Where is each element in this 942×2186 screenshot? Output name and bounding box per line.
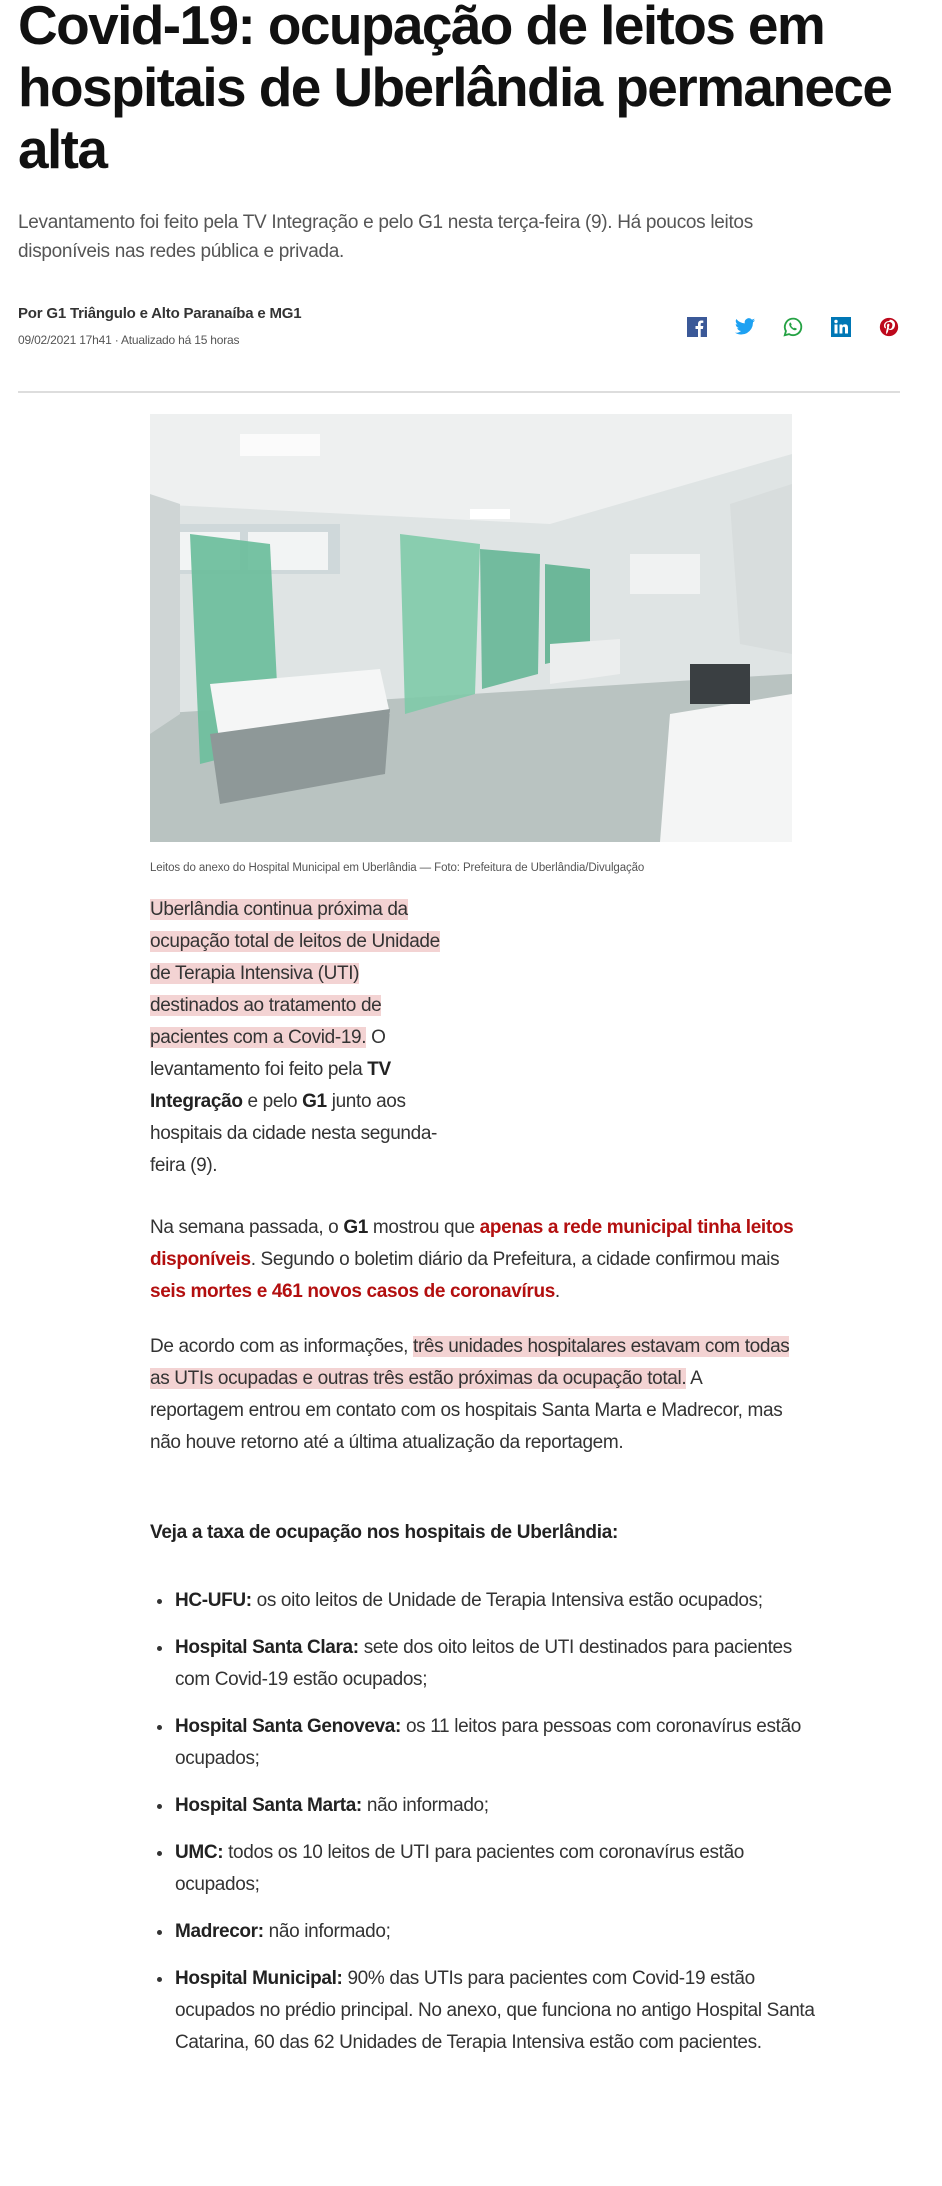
hospital-name: HC-UFU: (175, 1590, 252, 1611)
list-item (175, 1711, 825, 1775)
hospital-name: Hospital Santa Marta: (175, 1795, 362, 1816)
text: mostrou que (368, 1217, 480, 1238)
article-subtitle: Levantamento foi feito pela TV Integração e pelo G1 nesta terça-feira (9). Há poucos leitos disponíveis nas redes pública e privada. (18, 212, 753, 262)
hospital-status: sete dos oito leitos de UTI destinados para pacientes com Covid-19 estão ocupados; (175, 1637, 792, 1690)
hospital-name: Hospital Municipal: (175, 1968, 343, 1989)
text: . Segundo o boletim diário da Prefeitura, a cidade confirmou mais (250, 1249, 780, 1270)
paragraph-last-week (150, 1212, 800, 1308)
hospital-status: os oito leitos de Unidade de Terapia Intensiva estão ocupados; (251, 1590, 763, 1611)
related-link-municipal-beds[interactable]: apenas a rede municipal tinha leitos disponíveis (150, 1217, 794, 1270)
bold-text: G1 (302, 1091, 327, 1112)
text: Na semana passada, o (150, 1217, 344, 1238)
paragraph-intro (150, 894, 450, 1182)
twitter-icon[interactable] (734, 316, 756, 338)
hospital-status: todos os 10 leitos de UTI para pacientes com coronavírus estão ocupados; (175, 1842, 744, 1895)
related-link-new-cases[interactable]: seis mortes e 461 novos casos de coronavírus (150, 1281, 555, 1302)
text: De acordo com as informações, (150, 1336, 414, 1357)
text: . (554, 1281, 560, 1302)
highlighted-text: Uberlândia continua próxima da ocupação total de leitos de Unidade de Terapia Intensiva (UTI) destinados ao tratamento de pacientes com a Covid-19. (150, 899, 440, 1048)
hospital-name: Madrecor: (175, 1921, 264, 1942)
photo-caption: Leitos do anexo do Hospital Municipal em Uberlândia — Foto: Prefeitura de Uberlândia/Divulgação (150, 862, 645, 874)
list-item (175, 1632, 825, 1696)
hospital-status: não informado; (263, 1921, 391, 1942)
text: A reportagem entrou em contato com os hospitais Santa Marta e Madrecor, mas não houve retorno até a última atualização da reportagem. (150, 1368, 783, 1453)
pinterest-icon[interactable] (878, 316, 900, 338)
whatsapp-icon[interactable] (782, 316, 804, 338)
linkedin-icon[interactable] (830, 316, 852, 338)
hospital-name: UMC: (175, 1842, 224, 1863)
hospital-status: não informado; (361, 1795, 489, 1816)
list-item (175, 1837, 825, 1901)
hospital-status: 90% das UTIs para pacientes com Covid-19 estão ocupados no prédio principal. No anexo, que funciona no antigo Hospital Santa Catarina, 60 das 62 Unidades de Terapia Intensiva estão com pacientes. (175, 1968, 815, 2053)
paragraph-hospitals (150, 1331, 800, 1459)
hospital-ward-photo (150, 414, 792, 842)
list-heading: Veja a taxa de ocupação nos hospitais de Uberlândia: (150, 1522, 619, 1543)
hospital-name: Hospital Santa Clara: (175, 1637, 359, 1658)
list-item (175, 1963, 825, 2059)
list-item (175, 1916, 825, 1948)
share-bar (686, 316, 900, 338)
byline: Por G1 Triângulo e Alto Paranaíba e MG1 (18, 305, 302, 322)
facebook-icon[interactable] (686, 316, 708, 338)
highlighted-text: três unidades hospitalares estavam com todas as UTIs ocupadas e outras três estão próximas da ocupação total. (150, 1336, 790, 1389)
article-title: Covid-19: ocupação de leitos em hospitais de Uberlândia permanece alta (18, 0, 892, 180)
bold-text: TV Integração (150, 1059, 391, 1112)
bold-text: G1 (343, 1217, 368, 1238)
text: junto aos hospitais da cidade nesta segunda-feira (9). (150, 1091, 438, 1176)
publish-date: 09/02/2021 17h41 · Atualizado há 15 horas (18, 333, 240, 347)
hospital-occupancy-list (150, 1585, 825, 2074)
list-item (175, 1790, 825, 1822)
list-item (175, 1585, 825, 1617)
hospital-name: Hospital Santa Genoveva: (175, 1716, 402, 1737)
text: O levantamento foi feito pela (150, 1027, 386, 1080)
text: e pelo (242, 1091, 303, 1112)
hospital-status: os 11 leitos para pessoas com coronavírus estão ocupados; (175, 1716, 802, 1769)
header-divider (18, 391, 900, 393)
